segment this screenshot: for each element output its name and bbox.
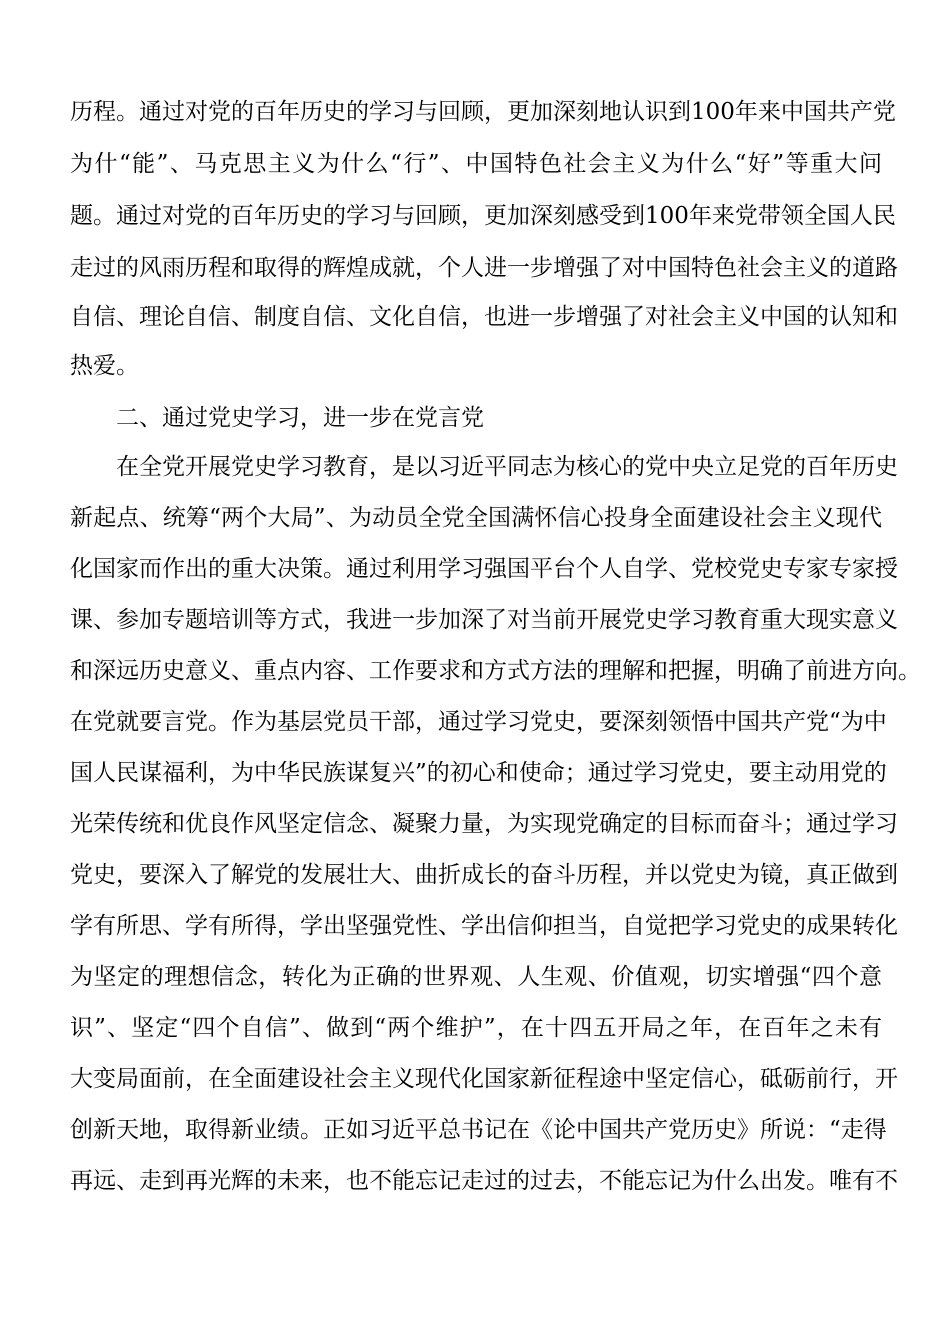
body-text-line: 历程。通过对党的百年历史的学习与回顾，更加深刻地认识到100年来中国共产党 [70,99,896,125]
body-text-line: 识”、坚定“四个自信”、做到“两个维护”，在十四五开局之年，在百年之未有 [70,1015,882,1041]
body-text-line: 国人民谋福利，为中华民族谋复兴”的初心和使命；通过学习党史，要主动用党的 [70,760,887,786]
body-text-line: 化国家而作出的重大决策。通过利用学习强国平台个人自学、党校党史专家专家授 [70,556,898,582]
body-text-line: 热爱。 [70,353,139,379]
body-text-line: 学有所思、学有所得，学出坚强党性、学出信仰担当，自觉把学习党史的成果转化 [70,913,898,939]
body-text-line: 在全党开展党史学习教育，是以习近平同志为核心的党中央立足党的百年历史 [116,454,898,480]
body-text-line: 走过的风雨历程和取得的辉煌成就，个人进一步增强了对中国特色社会主义的道路 [70,255,898,281]
body-text-line: 光荣传统和优良作风坚定信念、凝聚力量，为实现党确定的目标而奋斗；通过学习 [70,811,898,837]
body-text-line: 党史，要深入了解党的发展壮大、曲折成长的奋斗历程，并以党史为镜，真正做到 [70,862,898,888]
body-text-line: 新起点、统筹“两个大局”、为动员全党全国满怀信心投身全面建设社会主义现代 [70,505,882,531]
body-text-line: 题。通过对党的百年历史的学习与回顾，更加深刻感受到100年来党带领全国人民 [70,203,896,229]
body-text-line: 课、参加专题培训等方式，我进一步加深了对当前开展党史学习教育重大现实意义 [70,607,898,633]
body-text-line: 和深远历史意义、重点内容、工作要求和方式方法的理解和把握，明确了前进方向。 [70,658,921,684]
body-text-line: 创新天地，取得新业绩。正如习近平总书记在《论中国共产党历史》所说：“走得 [70,1117,887,1143]
body-text-line: 为坚定的理想信念，转化为正确的世界观、人生观、价值观，切实增强“四个意 [70,964,882,990]
body-text-line: 在党就要言党。作为基层党员干部，通过学习党史，要深刻领悟中国共产党“为中 [70,709,887,735]
body-text-line: 大变局面前，在全面建设社会主义现代化国家新征程途中坚定信心，砥砺前行，开 [70,1066,898,1092]
body-text-line: 再远、走到再光辉的未来，也不能忘记走过的过去，不能忘记为什么出发。唯有不 [70,1168,898,1194]
body-text-line: 自信、理论自信、制度自信、文化自信，也进一步增强了对社会主义中国的认知和 [70,304,898,330]
section-heading: 二、通过党史学习，进一步在党言党 [116,405,484,431]
body-text-line: 为什“能”、马克思主义为什么“行”、中国特色社会主义为什么“好”等重大问 [70,151,882,177]
